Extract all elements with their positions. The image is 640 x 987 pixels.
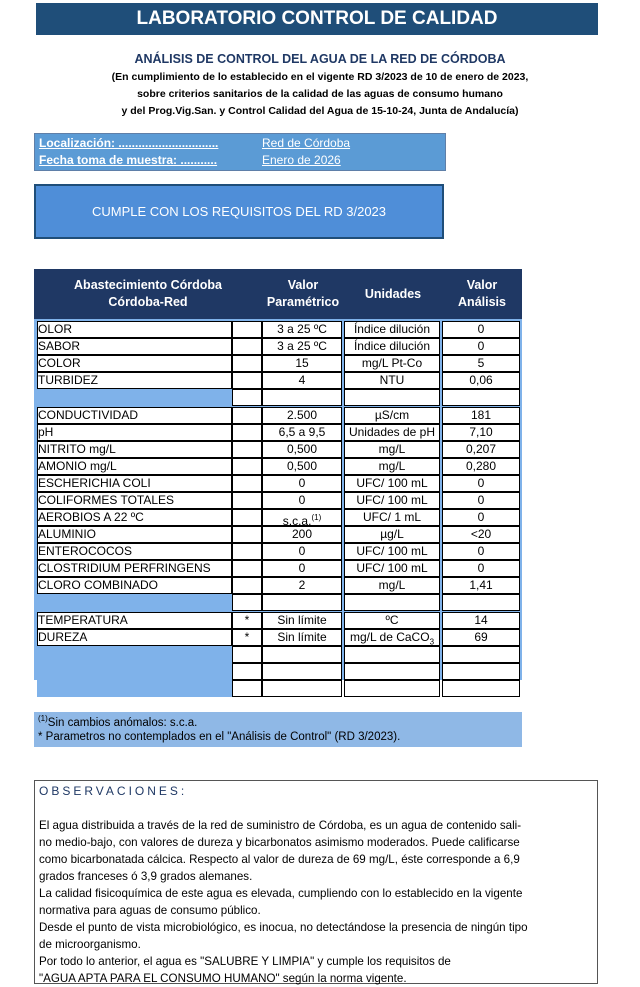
not-contemplated-marker [232, 372, 262, 389]
observations-text [39, 817, 591, 987]
blank-cell [442, 680, 520, 697]
param-unit: UFC/ 100 mL [344, 475, 440, 492]
param-limit: 0,500 [262, 441, 342, 458]
blank-cell [37, 663, 232, 680]
analysis-value: 0 [442, 321, 520, 338]
param-name: CLORO COMBINADO [37, 577, 232, 594]
blank-cell [262, 663, 342, 680]
not-contemplated-marker [232, 560, 262, 577]
blank-cell [37, 646, 232, 663]
param-name: COLIFORMES TOTALES [37, 492, 232, 509]
param-unit: mg/L de CaCO$_3$ [344, 629, 440, 646]
header-units: Unidades [364, 286, 422, 301]
not-contemplated-marker [232, 492, 262, 509]
not-contemplated-marker: * [232, 612, 262, 629]
blank-cell [232, 594, 262, 611]
param-limit: 0,500 [262, 458, 342, 475]
analysis-value: 0 [442, 543, 520, 560]
legal-line: sobre criterios sanitarios de la calidad de las aguas de consumo humano [137, 88, 503, 100]
param-name: TEMPERATURA [37, 612, 232, 629]
report-title: LABORATORIO CONTROL DE CALIDAD [36, 3, 598, 35]
not-contemplated-marker [232, 424, 262, 441]
not-contemplated-marker [232, 458, 262, 475]
param-name: AEROBIOS A 22 ºC [37, 509, 232, 526]
analysis-value: 0 [442, 475, 520, 492]
blank-cell [344, 389, 440, 406]
param-name: ALUMINIO [37, 526, 232, 543]
param-unit: mg/L [344, 458, 440, 475]
analysis-value: 7,10 [442, 424, 520, 441]
not-contemplated-marker [232, 321, 262, 338]
blank-cell [232, 646, 262, 663]
param-limit: 3 a 25 ºC [262, 321, 342, 338]
not-contemplated-marker [232, 577, 262, 594]
blank-cell [262, 680, 342, 697]
blank-cell [37, 389, 232, 406]
param-unit: UFC/ 1 mL [344, 509, 440, 526]
not-contemplated-marker [232, 475, 262, 492]
param-limit: 0 [262, 492, 342, 509]
observation-line: Desde el punto de vista microbiológico, es inocua, no detectándose la presencia de ningún tipo [39, 921, 528, 934]
observation-line: normativa para aguas de consumo público. [39, 904, 261, 917]
analysis-value: 69 [442, 629, 520, 646]
param-name: ENTEROCOCOS [37, 543, 232, 560]
blank-cell [37, 594, 232, 611]
param-unit: Unidades de pH [344, 424, 440, 441]
param-limit: 0 [262, 560, 342, 577]
param-limit: s.c.a.$^{(1)}$ [262, 509, 342, 526]
compliance-status-banner: CUMPLE CON LOS REQUISITOS DEL RD 3/2023 [34, 184, 444, 239]
date-label: Fecha toma de muestra: ........... [39, 153, 218, 167]
not-contemplated-marker [232, 355, 262, 372]
param-unit: ºC [344, 612, 440, 629]
header-param-value: Valor Paramétrico [266, 278, 340, 309]
blank-cell [344, 680, 440, 697]
analysis-value: 0,280 [442, 458, 520, 475]
observation-line: "AGUA APTA PARA EL CONSUMO HUMANO" según la norma vigente. [39, 972, 407, 985]
header-supply: Abastecimiento Córdoba Córdoba-Red [74, 278, 222, 309]
param-unit: UFC/ 100 mL [344, 492, 440, 509]
param-limit: 0 [262, 475, 342, 492]
blank-cell [344, 646, 440, 663]
not-contemplated-marker [232, 543, 262, 560]
param-name: SABOR [37, 338, 232, 355]
not-contemplated-marker [232, 441, 262, 458]
param-name: TURBIDEZ [37, 372, 232, 389]
not-contemplated-marker [232, 526, 262, 543]
param-unit: µg/L [344, 526, 440, 543]
analysis-value: 5 [442, 355, 520, 372]
analysis-value: 1,41 [442, 577, 520, 594]
header-analysis-value: Valor Análisis [458, 278, 506, 309]
param-name: DUREZA [37, 629, 232, 646]
param-name: NITRITO mg/L [37, 441, 232, 458]
blank-cell [442, 646, 520, 663]
location-value[interactable]: Red de Córdoba [262, 136, 351, 150]
blank-cell [262, 389, 342, 406]
location-label: Localización: .............................. [39, 136, 219, 150]
footnote-sca: $^{(1)}$Sin cambios anómalos: s.c.a. [38, 714, 198, 729]
observation-line: no medio-bajo, con valores de dureza y bicarbonatos asimismo moderados. Puede calificarse [39, 836, 520, 849]
observation-line: La calidad fisicoquímica de este agua es elevada, cumpliendo con lo establecido en la vigente [39, 887, 523, 900]
analysis-value: 14 [442, 612, 520, 629]
param-unit: µS/cm [344, 407, 440, 424]
blank-cell [442, 389, 520, 406]
param-name: OLOR [37, 321, 232, 338]
blank-cell [442, 594, 520, 611]
footnotes [34, 712, 522, 747]
not-contemplated-marker [232, 338, 262, 355]
analysis-value: 0,06 [442, 372, 520, 389]
param-unit: mg/L Pt-Co [344, 355, 440, 372]
legal-reference [0, 69, 640, 120]
results-table [34, 269, 522, 680]
analysis-value: 0 [442, 560, 520, 577]
table-header [34, 269, 522, 319]
observations-title: OBSERVACIONES: [39, 784, 188, 798]
param-name: CLOSTRIDIUM PERFRINGENS [37, 560, 232, 577]
param-unit: Índice dilución [344, 338, 440, 355]
param-limit: 3 a 25 ºC [262, 338, 342, 355]
param-limit: 4 [262, 372, 342, 389]
analysis-value: 0 [442, 509, 520, 526]
param-name: CONDUCTIVIDAD [37, 407, 232, 424]
blank-cell [232, 663, 262, 680]
param-unit: UFC/ 100 mL [344, 543, 440, 560]
observation-line: como bicarbonatada cálcica. Respecto al valor de dureza de 69 mg/L, éste corresponde a 6,9 [39, 853, 520, 866]
footnote-star: * Parametros no contemplados en el "Análisis de Control" (RD 3/2023). [38, 731, 401, 743]
param-unit: NTU [344, 372, 440, 389]
observation-line: de microorganismo. [39, 938, 141, 951]
param-limit: 200 [262, 526, 342, 543]
analysis-value: 0 [442, 338, 520, 355]
not-contemplated-marker [232, 509, 262, 526]
legal-line: y del Prog.Vig.San. y Control Calidad del Agua de 15-10-24, Junta de Andalucía) [121, 105, 519, 117]
param-unit: mg/L [344, 441, 440, 458]
param-name: ESCHERICHIA COLI [37, 475, 232, 492]
blank-cell [344, 594, 440, 611]
param-limit: 2 [262, 577, 342, 594]
param-unit: Índice dilución [344, 321, 440, 338]
param-name: pH [37, 424, 232, 441]
param-unit: mg/L [344, 577, 440, 594]
blank-cell [442, 663, 520, 680]
param-unit: UFC/ 100 mL [344, 560, 440, 577]
not-contemplated-marker: * [232, 629, 262, 646]
blank-cell [344, 663, 440, 680]
blank-cell [37, 680, 232, 697]
observation-line: grados franceses ó 3,9 grados alemanes. [39, 870, 253, 883]
param-limit: 0 [262, 543, 342, 560]
param-name: AMONIO mg/L [37, 458, 232, 475]
date-value[interactable]: Enero de 2026 [262, 153, 341, 167]
observations-box [34, 780, 598, 984]
blank-cell [232, 389, 262, 406]
blank-cell [232, 680, 262, 697]
param-limit: 6,5 a 9,5 [262, 424, 342, 441]
analysis-value: 181 [442, 407, 520, 424]
report-subtitle: ANÁLISIS DE CONTROL DEL AGUA DE LA RED DE CÓRDOBA [134, 52, 506, 66]
param-limit: Sin límite [262, 629, 342, 646]
not-contemplated-marker [232, 407, 262, 424]
param-limit: 15 [262, 355, 342, 372]
param-limit: Sin límite [262, 612, 342, 629]
blank-cell [262, 646, 342, 663]
observation-line: Por todo lo anterior, el agua es "SALUBRE Y LIMPIA" y cumple los requisitos de [39, 955, 451, 968]
blank-cell [262, 594, 342, 611]
observation-line: El agua distribuida a través de la red de suministro de Córdoba, es un agua de contenido sali- [39, 819, 522, 832]
param-name: COLOR [37, 355, 232, 372]
sample-info-box [34, 133, 446, 171]
analysis-value: 0 [442, 492, 520, 509]
param-limit: 2.500 [262, 407, 342, 424]
analysis-value: <20 [442, 526, 520, 543]
analysis-value: 0,207 [442, 441, 520, 458]
legal-line: (En cumplimiento de lo establecido en el vigente RD 3/2023 de 10 de enero de 2023, [111, 71, 529, 83]
